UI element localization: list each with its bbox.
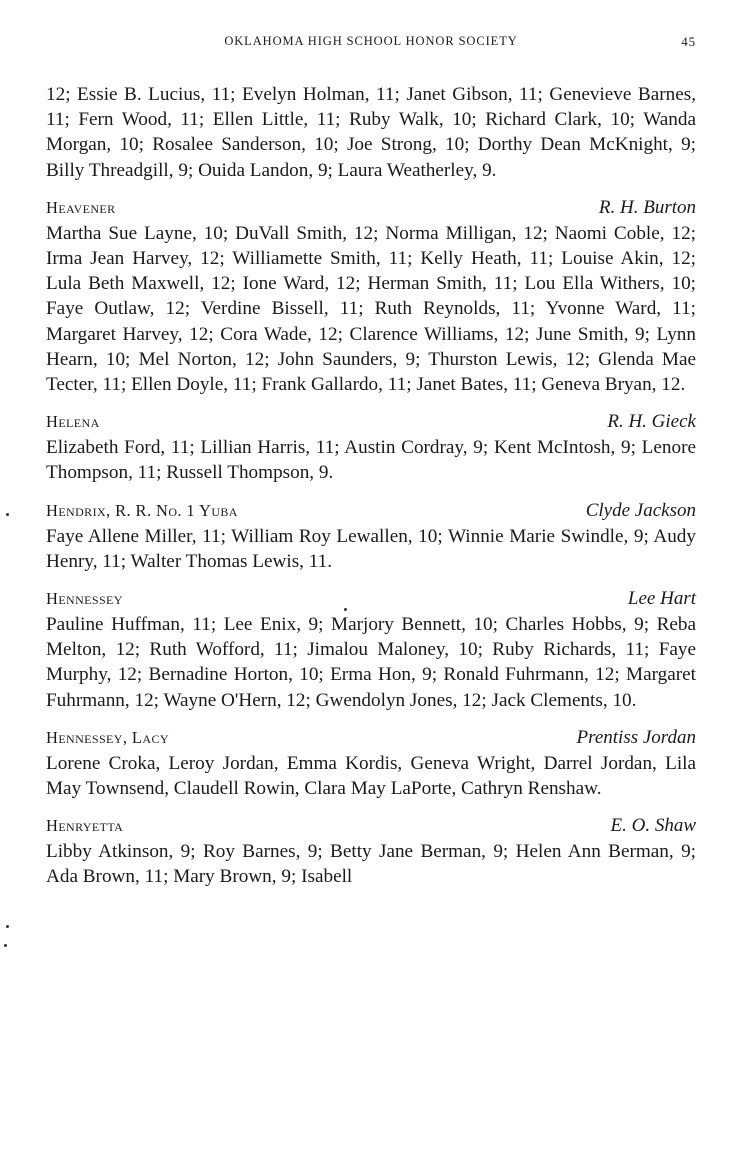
- page: [46, 30, 696, 890]
- school-name: Hennessey, Lacy: [46, 727, 169, 747]
- running-head: [46, 30, 696, 54]
- member-list: Martha Sue Layne, 10; DuVall Smith, 12; Norma Milligan, 12; Naomi Coble, 12; Irma Jean Harvey, 12; Williamette Smith, 11; Kelly Heath, 11; Louise Akin, 12; Lula Beth Maxwell, 12; Ione Ward, 12; Herman Smith, 11; Lou Ella Withers, 10; Faye Outlaw, 12; Verdine Bissell, 11; Ruth Reynolds, 11; Yvonne Ward, 11; Margaret Harvey, 12; Cora Wade, 12; Clarence Williams, 12; June Smith, 9; Lynn Hearn, 10; Mel Norton, 12; John Saunders, 9; Thurston Lewis, 12; Glenda Mae Tecter, 11; Ellen Doyle, 11; Frank Gallardo, 11; Janet Bates, 11; Geneva Bryan, 12.: [46, 222, 696, 396]
- member-list: Pauline Huffman, 11; Lee Enix, 9; Marjory Bennett, 10; Charles Hobbs, 9; Reba Melton, 12; Ruth Wofford, 11; Jimalou Maloney, 10; Ruby Richards, 11; Faye Murphy, 12; Bernadine Horton, 10; Erma Hon, 9; Ronald Fuhrmann, 12; Margaret Fuhrmann, 12; Wayne O'Hern, 12; Gwendolyn Jones, 12; Jack Clements, 10.: [46, 614, 696, 711]
- sponsor-name: Lee Hart: [627, 588, 696, 610]
- scan-speck: [4, 944, 7, 947]
- member-list: Faye Allene Miller, 11; William Roy Lewallen, 10; Winnie Marie Swindle, 9; Audy Henry, 11; Walter Thomas Lewis, 11.: [46, 525, 696, 572]
- member-list: Libby Atkinson, 9; Roy Barnes, 9; Betty Jane Berman, 9; Helen Ann Berman, 9; Ada Brown, 11; Mary Brown, 9; Isabell: [46, 841, 696, 888]
- school-entry-hennessey: [46, 585, 696, 713]
- school-entry-hendrix: [46, 497, 696, 574]
- member-list: Lorene Croka, Leroy Jordan, Emma Kordis, Geneva Wright, Darrel Jordan, Lila May Townsend, Claudell Rowin, Clara May LaPorte, Cathryn Renshaw.: [46, 752, 696, 800]
- running-title: OKLAHOMA HIGH SCHOOL HONOR SOCIETY: [224, 34, 518, 48]
- sponsor-name: Prentiss Jordan: [576, 726, 696, 748]
- scan-speck: [6, 925, 9, 928]
- school-heading: [46, 497, 696, 524]
- school-name: Henryetta: [46, 816, 124, 836]
- school-entry-helena: [46, 408, 696, 485]
- sponsor-name: Clyde Jackson: [585, 499, 696, 521]
- school-name: Hennessey: [46, 589, 123, 609]
- scan-speck: [344, 608, 347, 611]
- scan-speck: [6, 513, 9, 516]
- school-name: Heavener: [46, 197, 116, 217]
- page-number: 45: [681, 34, 696, 49]
- school-name: Hendrix, R. R. No. 1 Yuba: [46, 500, 238, 520]
- school-heading: [46, 812, 696, 839]
- school-heading: [46, 194, 696, 221]
- school-entry-hennessey-lacy: [46, 724, 696, 801]
- school-heading: [46, 724, 696, 751]
- member-list: Elizabeth Ford, 11; Lillian Harris, 11; Austin Cordray, 9; Kent McIntosh, 9; Lenore Thompson, 11; Russell Thompson, 9.: [46, 437, 696, 484]
- school-heading: [46, 408, 696, 435]
- school-entry-heavener: [46, 194, 696, 397]
- sponsor-name: R. H. Burton: [598, 196, 696, 218]
- sponsor-name: R. H. Gieck: [607, 411, 696, 433]
- continuation-paragraph: 12; Essie B. Lucius, 11; Evelyn Holman, 11; Janet Gibson, 11; Genevieve Barnes, 11; Fern Wood, 11; Ellen Little, 11; Ruby Walk, 10; Richard Clark, 10; Wanda Morgan, 10; Rosalee Sanderson, 10; Joe Strong, 10; Dorthy Dean McKnight, 9; Billy Threadgill, 9; Ouida Landon, 9; Laura Weatherley, 9.: [46, 84, 696, 181]
- sponsor-name: E. O. Shaw: [610, 815, 696, 837]
- school-name: Helena: [46, 412, 100, 432]
- school-entry-henryetta: [46, 812, 696, 889]
- school-heading: [46, 585, 696, 612]
